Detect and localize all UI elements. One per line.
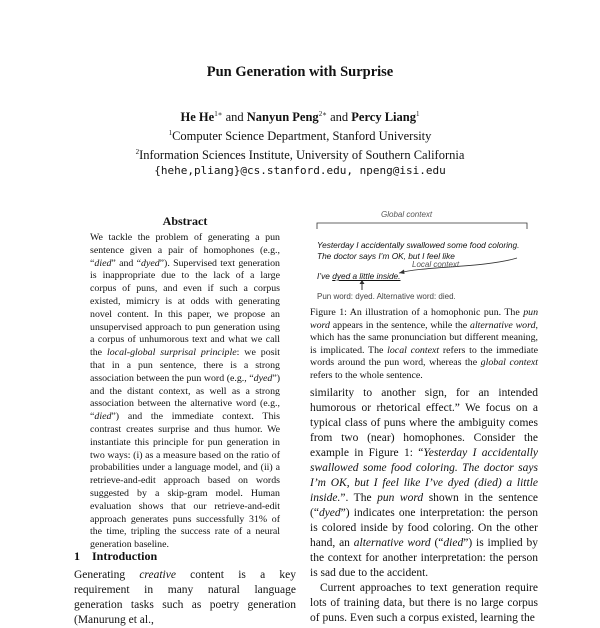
section-number: 1 <box>74 549 80 563</box>
intro-seg-2: content is a key requirement in many natural language generation tasks such as poetry generation (Manurung et al., <box>74 569 296 626</box>
body-paragraph-2: Current approaches to text generation require lots of training data, but there is no large corpus of puns. Even such a corpus existed, learning the <box>310 582 538 624</box>
caption-seg-3: , which has the same pronunciation but different meaning, is implicated. The <box>310 319 538 356</box>
abstract-italic-2: dyed <box>141 257 160 269</box>
abstract-italic-3: local-global surprisal principle <box>107 347 237 359</box>
affiliation-2-text: Information Sciences Institute, University of Southern California <box>139 148 465 163</box>
body-italic-3: dyed <box>318 507 341 519</box>
body-italic-5: died <box>443 537 464 549</box>
section-title: Introduction <box>92 549 158 563</box>
global-context-label: Global context <box>381 210 433 219</box>
body-text-right <box>310 386 538 626</box>
abstract-text <box>90 232 280 552</box>
body-seg-5: (“ <box>430 537 444 549</box>
caption-seg-4: refers to the immediate words around the pun word, whereas the <box>310 344 538 369</box>
abstract-seg-3: ”). Supervised text generation is inappropriate due to the lack of a large corpus of puns, and even if such a corpus existed, mimicry is at odds with generating novel content. In this paper, we propose an unsupervised approach to pun generation using a corpus of unhumorous text and what we call the <box>90 257 280 359</box>
author-and-2: and <box>330 110 349 125</box>
author-2: Nanyun Peng <box>246 110 319 125</box>
body-seg-6: ”) is implied by the context for another interpretation: the person is sad due to the accident. <box>310 537 538 579</box>
caption-italic-3: local context <box>387 344 440 356</box>
figure-pun-phrase: dyed a little inside. <box>332 271 401 281</box>
affiliation-1-text: Computer Science Department, Stanford University <box>172 129 432 144</box>
figure-pun-prefix: I’ve <box>317 271 333 281</box>
author-and-1: and <box>225 110 244 125</box>
body-seg-3: shown in the sentence (“ <box>310 492 538 519</box>
affiliation-1-sup: 1 <box>168 129 173 138</box>
body-italic-4: alternative word <box>353 537 431 549</box>
affiliation-2 <box>0 144 600 163</box>
author-emails: {hehe,pliang}@cs.stanford.edu, npeng@isi.edu <box>154 164 446 178</box>
figure-pun-line <box>317 271 400 281</box>
body-italic-1: Yesterday I accidentally swallowed some food coloring. The doctor says I’m OK, but I feel like I’ve dyed (died) a little inside. <box>310 447 538 504</box>
affiliation-1 <box>0 125 600 144</box>
intro-italic-1: creative <box>139 569 176 581</box>
global-context-bracket <box>317 223 527 229</box>
abstract-seg-5: ”) and the distant context, as well as a strong association between the alternative word (e.g., “ <box>90 372 280 423</box>
intro-text <box>74 568 296 628</box>
author-2-sup: 2∗ <box>318 110 327 118</box>
body-italic-2: pun word <box>377 492 424 504</box>
caption-seg-2: appears in the sentence, while the <box>329 319 470 331</box>
abstract-italic-5: died <box>94 411 112 423</box>
figure-sentence: Yesterday I accidentally swallowed some food coloring. The doctor says I’m OK, but I feel like <box>317 240 520 261</box>
caption-seg-1: Figure 1: An illustration of a homophonic pun. The <box>310 307 524 318</box>
abstract-seg-1: We tackle the problem of generating a pun sentence given a pair of homophones (e.g., “ <box>90 232 280 269</box>
author-line <box>0 106 600 125</box>
abstract-italic-1: died <box>94 257 112 269</box>
caption-seg-5: refers to the whole sentence. <box>310 369 423 381</box>
author-1: He He <box>180 110 215 125</box>
caption-italic-2: alternative word <box>470 319 536 331</box>
intro-seg-1: Generating <box>74 569 140 581</box>
abstract-italic-4: dyed <box>253 372 273 384</box>
affiliation-2-sup: 2 <box>135 148 140 157</box>
author-1-sup: 1∗ <box>214 110 223 118</box>
abstract-heading: Abstract <box>162 214 208 228</box>
author-3: Percy Liang <box>351 110 416 125</box>
author-3-sup: 1 <box>415 110 420 118</box>
body-paragraph-1 <box>310 386 538 581</box>
abstract-seg-4: : we posit that in a pun sentence, there is a strong association between the pun word (e.g., “ <box>90 347 280 384</box>
caption-italic-4: global context <box>480 357 538 369</box>
section-heading <box>74 549 157 564</box>
figure-word-legend: Pun word: dyed. Alternative word: died. <box>317 292 456 301</box>
figure-1 <box>314 210 536 301</box>
abstract-seg-6: ”) and the immediate context. This contrast creates surprise and thus humor. We instantiate this principle for pun generation in two ways: (i) as a measure based on the ratio of probabilities under a language model, and (ii) a retrieve-and-edit approach based on words suggested by a skip-gram model. Human evaluation shows that our retrieve-and-edit approach generates puns successfully 31% of the time, tripling the success rate of a neural generation baseline. <box>90 411 280 551</box>
body-seg-1: similarity to another sign, for an intended humorous or rhetorical effect.” We focus on a typical class of puns where the ambiguity comes from two (near) homophones. Consider the example in Figure 1: “ <box>310 387 538 459</box>
body-seg-2: ”. The <box>340 492 378 504</box>
caption-italic-1: pun word <box>310 307 538 331</box>
figure-caption <box>310 307 538 383</box>
author-block <box>0 106 600 179</box>
body-seg-4: ”) indicates one interpretation: the person is colored inside by food coloring. On the other hand, an <box>310 507 538 549</box>
local-context-label: Local context <box>412 260 460 269</box>
abstract-seg-2: ” and “ <box>111 257 141 269</box>
paper-title: Pun Generation with Surprise <box>206 64 394 80</box>
